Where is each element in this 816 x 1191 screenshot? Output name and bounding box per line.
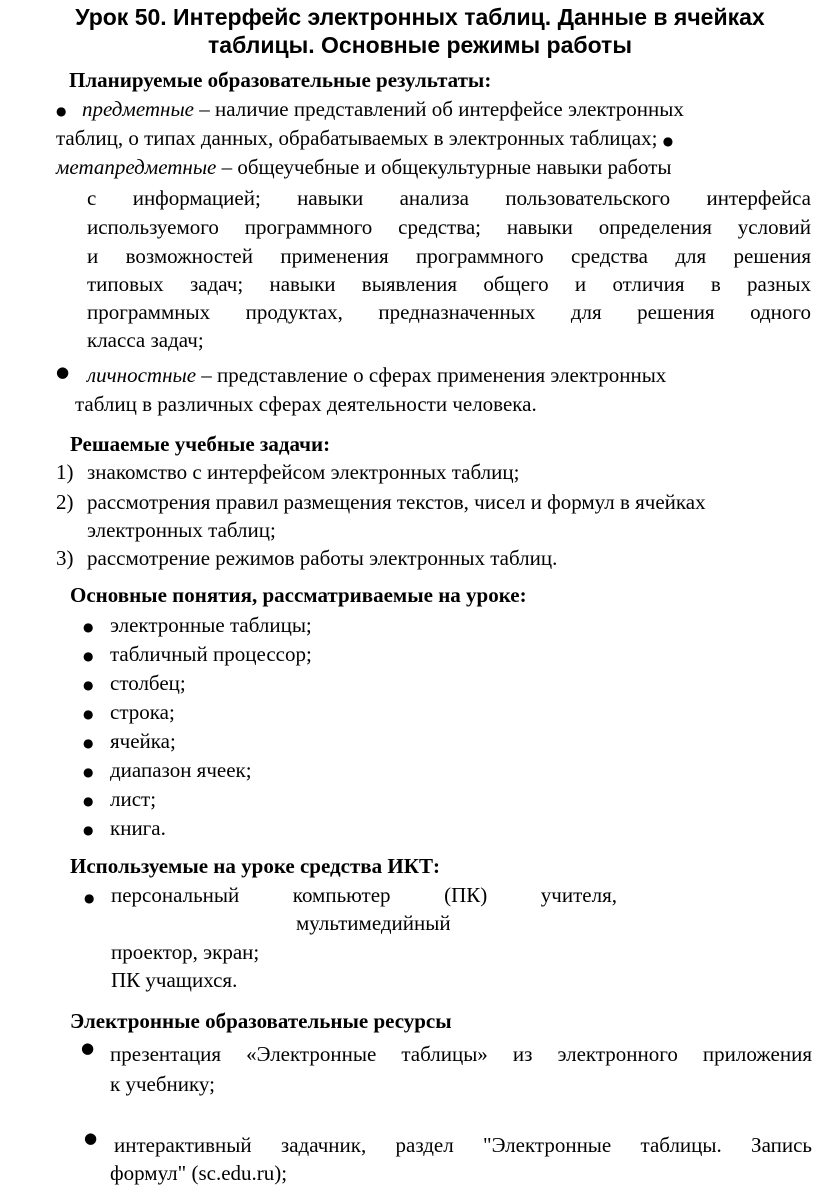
results-subject-line-2 <box>56 125 673 155</box>
concept-item: табличный процессор; <box>110 642 312 666</box>
bullet-icon: ● <box>56 363 70 381</box>
bullet-icon: ● <box>83 620 94 634</box>
resources-heading: Электронные образовательные ресурсы <box>70 1009 452 1033</box>
task-number: 1) <box>56 460 74 484</box>
personal-text: – представление о сферах применения электронных <box>196 363 667 387</box>
meta-term: метапредметные <box>56 155 217 179</box>
concept-item: лист; <box>110 787 157 811</box>
bullet-icon: ● <box>84 891 95 905</box>
concept-item: книга. <box>110 816 166 840</box>
ict-line-2: проектор, экран; <box>111 940 260 964</box>
results-subject-line <box>82 96 684 123</box>
bullet-icon: ● <box>83 823 94 837</box>
meta-line-2: используемого программного средства; навыки определения условий <box>87 215 811 239</box>
results-meta-line <box>56 154 672 181</box>
meta-line-5: программных продуктах, предназначенных для решения одного <box>87 300 811 324</box>
bullet-icon: ● <box>83 649 94 663</box>
results-heading: Планируемые образовательные результаты: <box>69 68 492 92</box>
bullet-icon: ● <box>83 794 94 808</box>
concept-item: строка; <box>110 700 175 724</box>
bullet-icon: ● <box>56 104 67 118</box>
concepts-heading: Основные понятия, рассматриваемые на уроке: <box>70 583 527 607</box>
results-personal-line <box>87 362 666 389</box>
tasks-heading: Решаемые учебные задачи: <box>70 432 331 456</box>
task-item: знакомство с интерфейсом электронных таблиц; <box>87 460 520 484</box>
bullet-icon: ● <box>84 1129 98 1147</box>
bullet-icon: ● <box>83 736 94 750</box>
bullet-icon: ● <box>662 134 674 148</box>
concept-item: электронные таблицы; <box>110 613 312 637</box>
page-title-line-1: Урок 50. Интерфейс электронных таблиц. Данные в ячейках <box>75 4 765 30</box>
task-number: 2) <box>56 490 74 514</box>
results-personal-line-2: таблиц в различных сферах деятельности человека. <box>75 392 537 416</box>
task-number: 3) <box>56 546 74 570</box>
resource-item-1-line-2: к учебнику; <box>110 1072 215 1096</box>
concept-item: ячейка; <box>110 729 176 753</box>
meta-line-3: и возможностей применения программного средства для решения <box>87 244 811 268</box>
resource-item-1-line-1: презентация «Электронные таблицы» из электронного приложения <box>110 1042 812 1066</box>
subject-term: предметные <box>82 97 194 121</box>
ict-line-1b: мультимедийный <box>296 911 451 935</box>
bullet-icon: ● <box>83 765 94 779</box>
meta-line-6: класса задач; <box>87 328 204 352</box>
bullet-icon: ● <box>83 678 94 692</box>
ict-heading: Используемые на уроке средства ИКТ: <box>70 854 440 878</box>
meta-line-4: типовых задач; навыки выявления общего и отличия в разных <box>87 272 811 296</box>
bullet-icon: ● <box>81 1039 95 1057</box>
subject-line-2-text: таблиц, о типах данных, обрабатываемых в электронных таблицах; <box>56 126 658 150</box>
resource-item-2-line-1: интерактивный задачник, раздел "Электронные таблицы. Запись <box>114 1133 812 1157</box>
resource-item-2-line-2: формул" (sc.edu.ru); <box>110 1161 288 1185</box>
ict-line-1: персональный компьютер (ПК) учителя, <box>111 883 617 907</box>
task-item: рассмотрения правил размещения текстов, чисел и формул в ячейках <box>87 490 706 514</box>
subject-text: – наличие представлений об интерфейсе электронных <box>194 97 684 121</box>
bullet-icon: ● <box>83 707 94 721</box>
concept-item: диапазон ячеек; <box>110 758 252 782</box>
meta-line-1: с информацией; навыки анализа пользовательского интерфейса <box>87 186 811 210</box>
meta-text: – общеучебные и общекультурные навыки работы <box>216 155 672 179</box>
personal-term: личностные <box>87 363 197 387</box>
task-item: рассмотрение режимов работы электронных таблиц. <box>87 546 558 570</box>
task-item-continued: электронных таблиц; <box>87 518 276 542</box>
ict-line-3: ПК учащихся. <box>111 968 238 992</box>
concept-item: столбец; <box>110 671 186 695</box>
page-title-line-2: таблицы. Основные режимы работы <box>208 32 632 58</box>
